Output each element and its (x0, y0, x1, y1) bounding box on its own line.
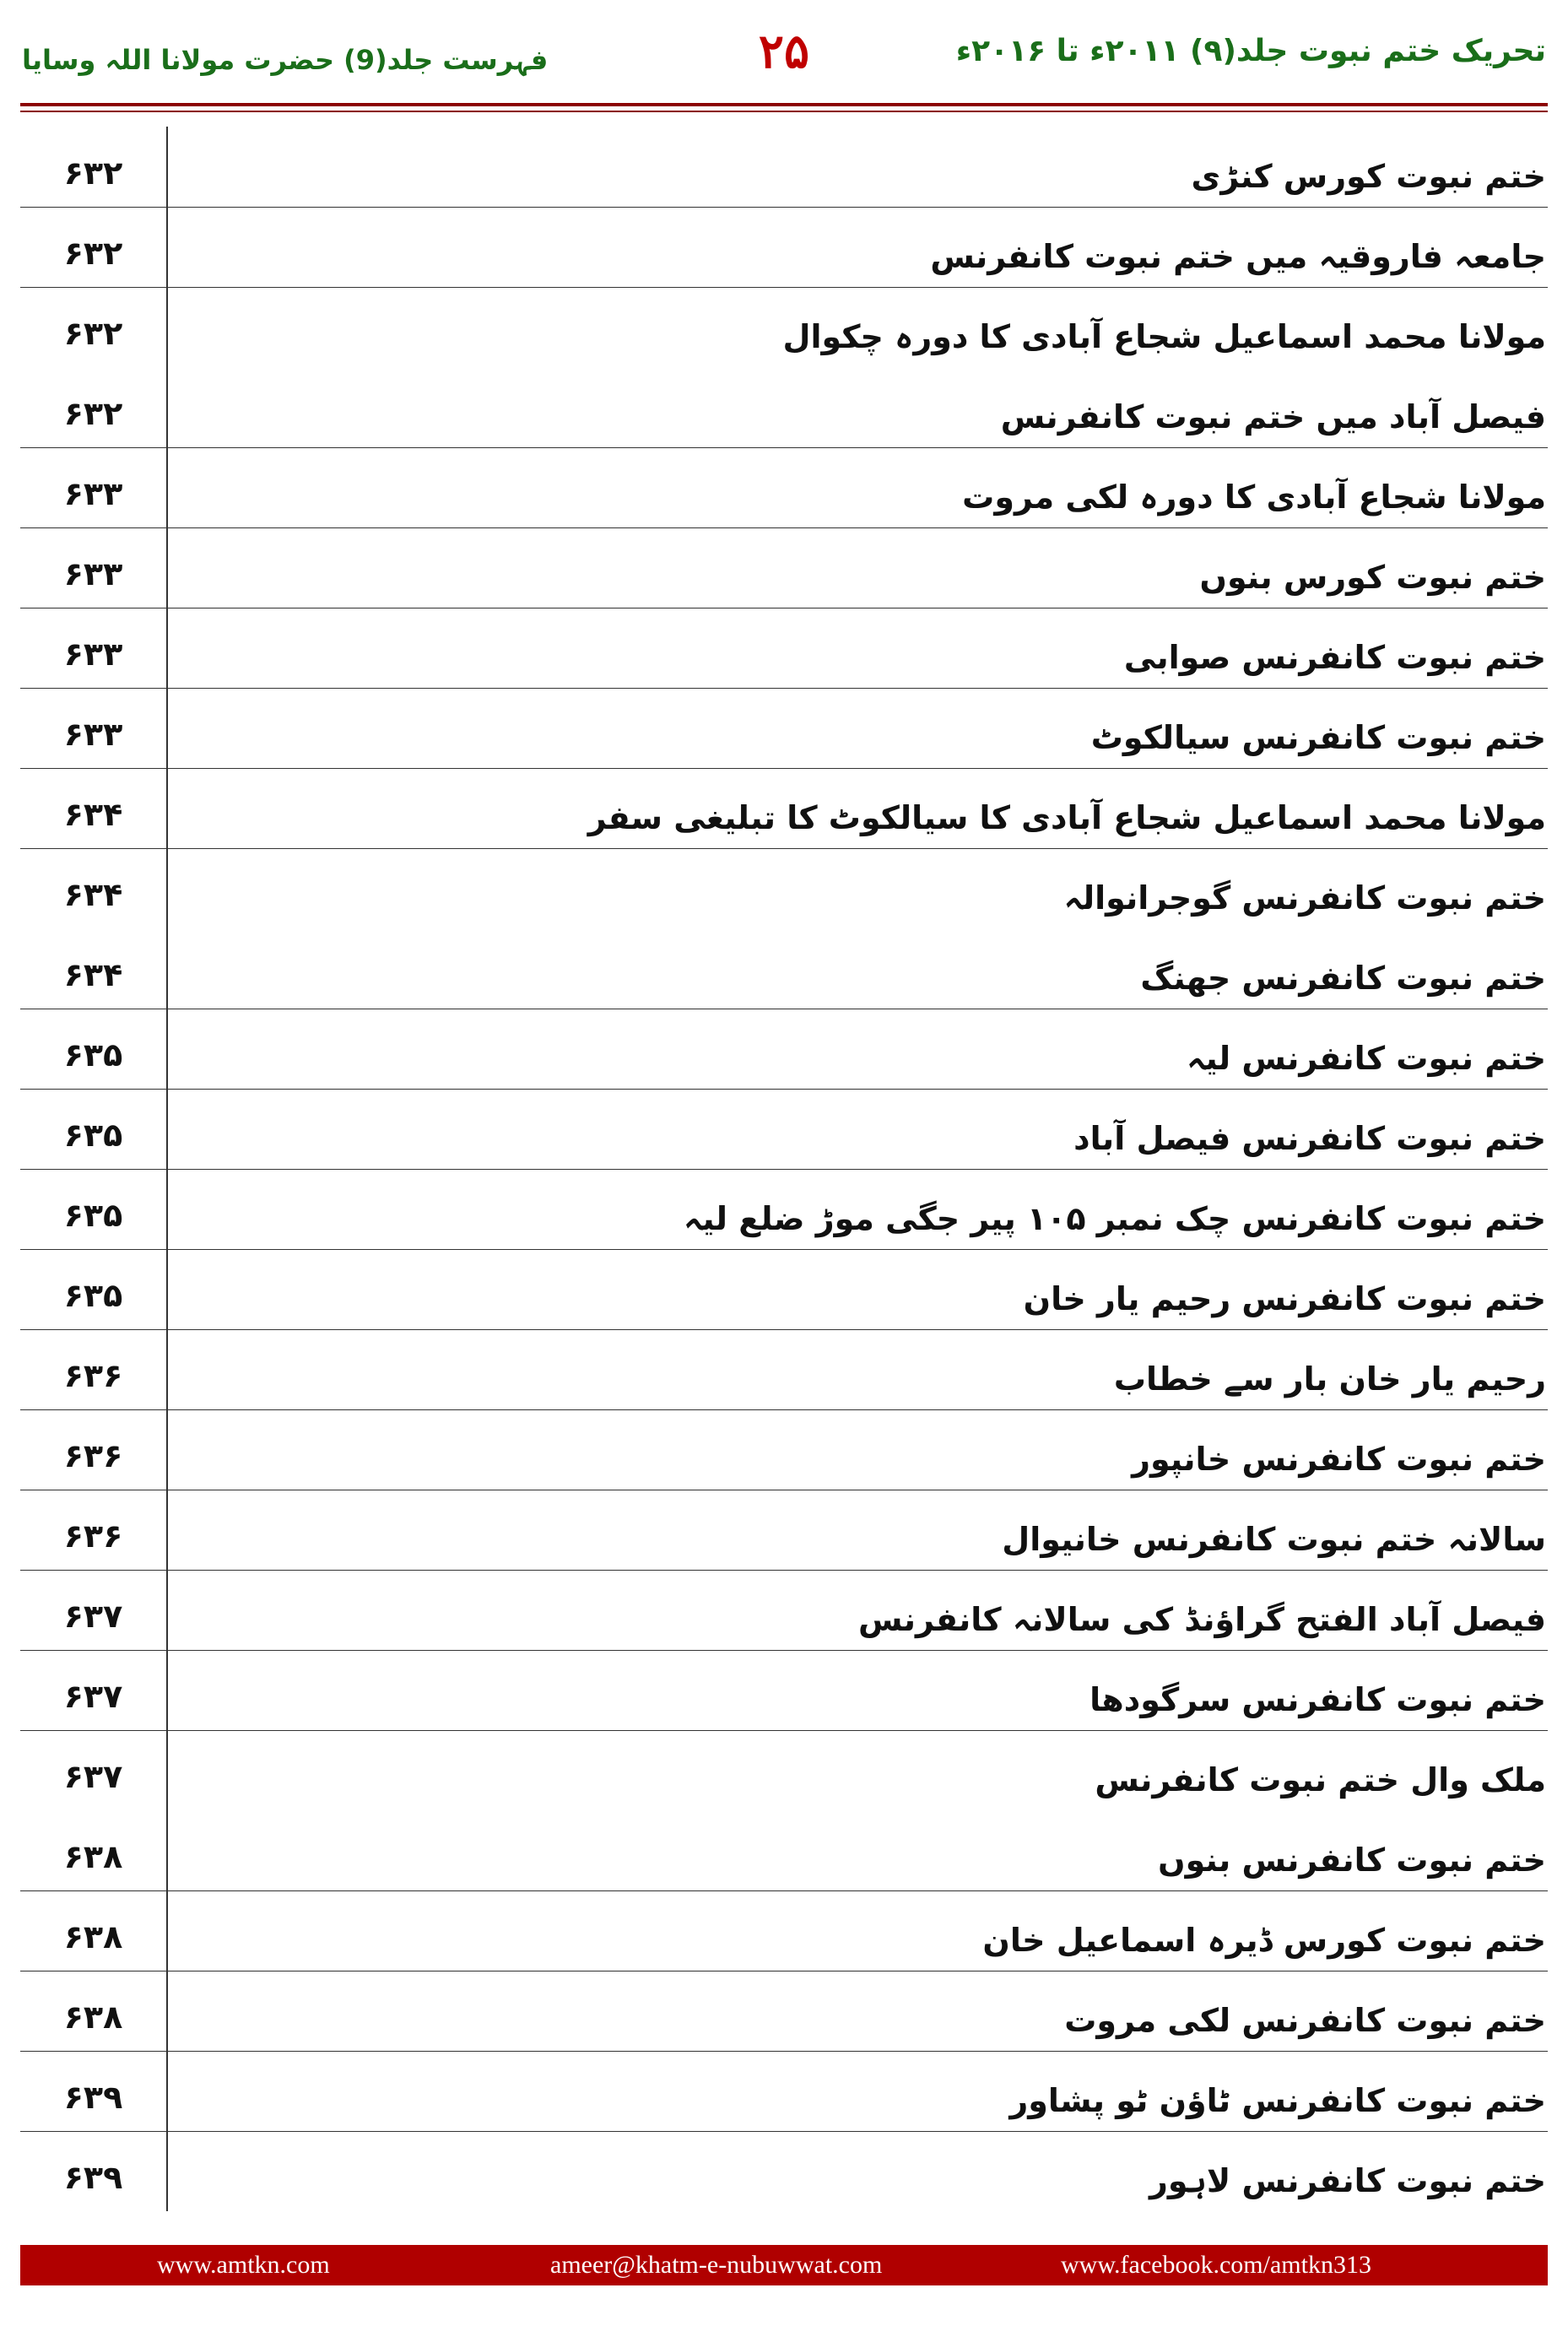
toc-row (20, 1169, 1548, 1250)
toc-row (20, 1249, 1548, 1330)
toc-page-number: ۶۳۴ (63, 956, 123, 993)
toc-row (20, 1890, 1548, 1971)
toc-row (20, 928, 1548, 1009)
toc-row (20, 1089, 1548, 1170)
toc-page-number: ۶۳۴ (63, 876, 123, 913)
toc-entry-title: سالانہ ختم نبوت کانفرنس خانیوال (1002, 1521, 1546, 1558)
toc-page-number: ۶۳۳ (63, 555, 123, 592)
toc-entry-title: ملک وال ختم نبوت کانفرنس (1095, 1761, 1546, 1798)
toc-row (20, 688, 1548, 769)
toc-page-number: ۶۳۷ (63, 1678, 123, 1715)
table-of-contents (20, 127, 1548, 2211)
toc-row (20, 1409, 1548, 1490)
toc-page-number: ۶۳۶ (63, 1357, 123, 1394)
toc-page-number: ۶۳۵ (63, 1117, 123, 1154)
toc-row (20, 447, 1548, 528)
toc-page-number: ۶۳۲ (63, 315, 123, 352)
toc-page-number: ۶۳۵ (63, 1277, 123, 1314)
toc-row (20, 1810, 1548, 1891)
toc-page-number: ۶۳۲ (63, 395, 123, 432)
toc-page-number: ۶۳۹ (63, 2079, 123, 2116)
toc-page-number: ۶۳۶ (63, 1437, 123, 1474)
toc-entry-title: ختم نبوت کانفرنس بنوں (1158, 1842, 1546, 1879)
toc-entry-title: ختم نبوت کانفرنس فیصل آباد (1073, 1120, 1546, 1157)
toc-row (20, 1490, 1548, 1571)
toc-entry-title: ختم نبوت کانفرنس سرگودھا (1089, 1681, 1546, 1718)
toc-row (20, 1009, 1548, 1090)
toc-row (20, 848, 1548, 928)
toc-row (20, 608, 1548, 689)
toc-page-number: ۶۳۶ (63, 1517, 123, 1555)
toc-entry-title: رحیم یار خان بار سے خطاب (1113, 1360, 1546, 1398)
page-header (0, 0, 1568, 110)
toc-page-number: ۶۳۲ (63, 154, 123, 192)
toc-row (20, 2051, 1548, 2132)
toc-page-number: ۶۳۸ (63, 1918, 123, 1955)
toc-entry-title: ختم نبوت کورس کنڑی (1191, 158, 1546, 195)
page-footer (20, 2245, 1548, 2285)
header-rule-thin (20, 111, 1548, 112)
toc-entry-title: ختم نبوت کانفرنس صوابی (1123, 639, 1546, 676)
toc-entry-title: ختم نبوت کانفرنس خانپور (1132, 1441, 1546, 1478)
toc-entry-title: ختم نبوت کانفرنس گوجرانوالہ (1063, 879, 1546, 917)
toc-entry-title: ختم نبوت کورس ڈیرہ اسماعیل خان (982, 1922, 1546, 1959)
toc-row (20, 287, 1548, 367)
toc-page-number: ۶۳۵ (63, 1197, 123, 1234)
header-rule-thick (20, 103, 1548, 106)
toc-entry-title: مولانا شجاع آبادی کا دورہ لکی مروت (962, 479, 1546, 516)
toc-entry-title: جامعہ فاروقیہ میں ختم نبوت کانفرنس (930, 238, 1546, 275)
toc-row (20, 768, 1548, 849)
toc-row (20, 207, 1548, 288)
toc-entry-title: فیصل آباد الفتح گراؤنڈ کی سالانہ کانفرنس (858, 1601, 1546, 1638)
toc-page-number: ۶۳۵ (63, 1036, 123, 1074)
toc-entry-title: ختم نبوت کانفرنس لکی مروت (1064, 2002, 1546, 2039)
toc-row (20, 2131, 1548, 2211)
toc-page-number: ۶۳۸ (63, 1999, 123, 2036)
toc-page-number: ۶۳۳ (63, 636, 123, 673)
footer-email-link[interactable]: ameer@khatm-e-nubuwwat.com (550, 2251, 883, 2279)
toc-page-number: ۶۳۳ (63, 475, 123, 512)
toc-row (20, 1730, 1548, 1810)
toc-entry-title: ختم نبوت کانفرنس چک نمبر ۱۰۵ پیر جگی موڑ ضلع لیہ (684, 1200, 1546, 1237)
toc-entry-title: ختم نبوت کانفرنس جھنگ (1140, 960, 1546, 997)
toc-row (20, 1971, 1548, 2052)
toc-row (20, 527, 1548, 608)
toc-page-number: ۶۳۸ (63, 1838, 123, 1875)
toc-page-number: ۶۳۴ (63, 796, 123, 833)
toc-page-number: ۶۳۷ (63, 1758, 123, 1795)
toc-entry-title: ختم نبوت کانفرنس رحیم یار خان (1023, 1280, 1546, 1317)
toc-entry-title: ختم نبوت کانفرنس لیہ (1187, 1040, 1546, 1077)
toc-row (20, 1570, 1548, 1651)
toc-row (20, 1650, 1548, 1731)
toc-entry-title: ختم نبوت کانفرنس لاہور (1149, 2162, 1546, 2199)
toc-page-number: ۶۳۷ (63, 1598, 123, 1635)
toc-entry-title: ختم نبوت کانفرنس سیالکوٹ (1090, 719, 1546, 756)
toc-entry-title: ختم نبوت کورس بنوں (1199, 559, 1546, 596)
volume-index-title: فہرست جلد(9) حضرت مولانا اللہ وسایا (22, 44, 549, 76)
footer-facebook-link[interactable]: www.facebook.com/amtkn313 (1061, 2251, 1371, 2279)
toc-entry-title: مولانا محمد اسماعیل شجاع آبادی کا دورہ چکوال (782, 318, 1546, 355)
toc-page-number: ۶۳۹ (63, 2159, 123, 2196)
toc-page-number: ۶۳۳ (63, 716, 123, 753)
toc-entry-title: مولانا محمد اسماعیل شجاع آبادی کا سیالکوٹ کا تبلیغی سفر (587, 799, 1546, 836)
toc-row (20, 127, 1548, 208)
page-number: ۲۵ (758, 24, 810, 79)
toc-entry-title: ختم نبوت کانفرنس ٹاؤن ٹو پشاور (1009, 2082, 1546, 2119)
footer-website-link[interactable]: www.amtkn.com (157, 2251, 330, 2279)
toc-entry-title: فیصل آباد میں ختم نبوت کانفرنس (1000, 398, 1546, 435)
toc-row (20, 367, 1548, 448)
toc-page-number: ۶۳۲ (63, 235, 123, 272)
book-title: تحریک ختم نبوت جلد(۹) ۲۰۱۱ء تا ۲۰۱۶ء (955, 34, 1546, 68)
toc-row (20, 1329, 1548, 1410)
